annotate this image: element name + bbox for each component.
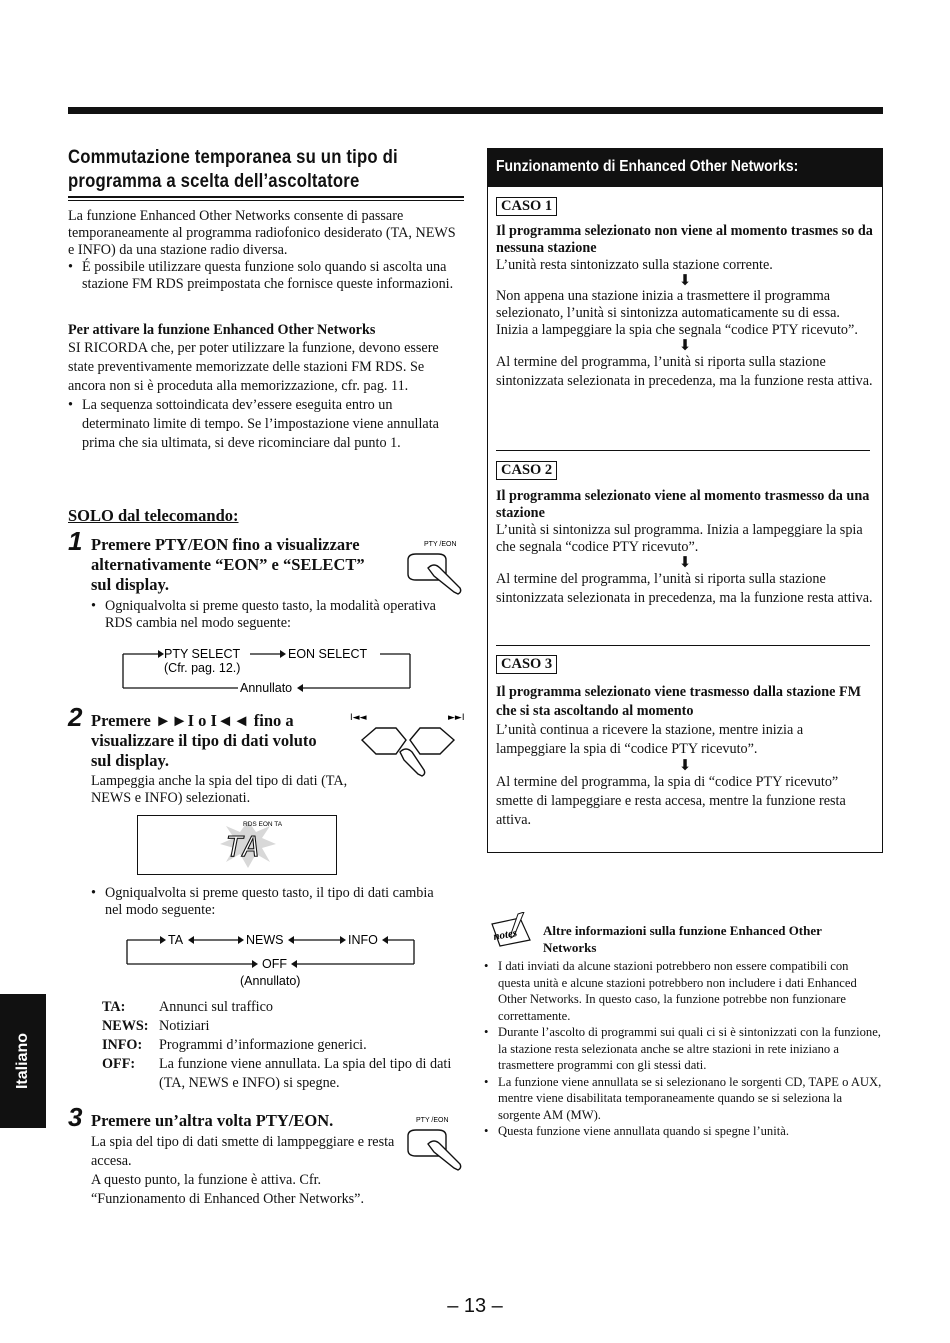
step1-bullet xyxy=(91,598,451,632)
pty-key-label: PTY /EON xyxy=(424,541,457,548)
case-text: L’unità resta sintonizzato sulla stazione corrente. xyxy=(496,257,773,273)
glossary-def: Programmi d’informazione generici. xyxy=(159,1037,367,1053)
case-heading: Il programma selezionato viene al momento trasmesso da una stazione xyxy=(496,488,870,521)
diagram-pty-select: PTY SELECT xyxy=(164,647,241,661)
diagram-eon-select: EON SELECT xyxy=(288,647,368,661)
step1-number: 1 xyxy=(68,526,83,556)
lcd-flash-graphic xyxy=(138,816,336,874)
notes-icon xyxy=(488,912,536,948)
step1-title: Premere PTY/EON fino a visualizzare alternativamente “EON” e “SELECT” sul display. xyxy=(91,535,365,594)
eon-box-title-text: Funzionamento di Enhanced Other Networks: xyxy=(496,158,799,175)
lcd-value: TA xyxy=(226,830,260,863)
step2-number: 2 xyxy=(68,702,83,732)
step2-bullet-text: • Ogniqualvolta si preme questo tasto, il tipo di dati cambia nel modo seguente: xyxy=(91,885,451,919)
step3-text2: A questo punto, la funzione è attiva. Cfr. “Funzionamento di Enhanced Other Networks”. xyxy=(91,1172,365,1207)
case-heading: Il programma selezionato viene trasmesso dalla stazione FM che si sta ascoltando al momento xyxy=(496,684,862,719)
glossary-def: Notiziari xyxy=(159,1018,210,1034)
cycle-info: INFO xyxy=(348,933,378,947)
glossary-row xyxy=(102,1017,462,1036)
lcd-indicator: RDS EON TA xyxy=(243,821,283,828)
solo-heading: SOLO dal telecomando: xyxy=(68,506,239,525)
list-item: • I dati inviati da alcune stazioni potrebbero non essere compatibili con questa unità e alcune stazioni potrebbero non includere i dati Enhanced Other Networks. In questo caso, la funzione potrebbe non funzionare correttamente. xyxy=(484,958,882,1024)
cycle-news: NEWS xyxy=(246,933,284,947)
glossary xyxy=(102,998,462,1093)
cycle-off-note: (Annullato) xyxy=(240,974,301,988)
down-arrow-icon: ⬇ xyxy=(678,758,692,774)
language-tab-label: Italiano xyxy=(14,1032,31,1090)
glossary-term: TA: xyxy=(102,999,126,1015)
pty-eon-key-icon xyxy=(402,538,466,596)
case-label: CASO 2 xyxy=(496,461,557,480)
glossary-term: OFF: xyxy=(102,1056,136,1072)
cycle-off: OFF xyxy=(262,957,287,971)
step3-title: Premere un’altra volta PTY/EON. xyxy=(91,1111,334,1130)
case1 xyxy=(496,197,874,216)
step3-text1: La spia del tipo di dati smette di lamppeggiare e resta accesa. xyxy=(91,1134,395,1169)
rds-mode-diagram xyxy=(118,644,418,694)
step2-text: Lampeggia anche la spia del tipo di dati (TA, NEWS e INFO) selezionati. xyxy=(91,773,348,806)
case3 xyxy=(496,655,874,674)
heading-rule-thin xyxy=(68,200,464,201)
list-item: • Durante l’ascolto di programmi sui quali ci si è sintonizzati con la funzione, la stazione resta selezionata anche se altre stazioni in rete iniziano a trasmettere programmi con gli stessi dati. xyxy=(484,1024,882,1074)
case-heading: Il programma selezionato non viene al momento trasmes so da nessuna stazione xyxy=(496,223,873,256)
case-text: Al termine del programma, la spia di “codice PTY ricevuto” smette di lampeggiare e resta accesa, mentre la funzione resta attiva. xyxy=(496,774,846,828)
case2-body xyxy=(496,488,874,608)
language-tab xyxy=(0,994,46,1128)
case-text: L’unità continua a ricevere la stazione, mentre inizia a lampeggiare la spia di “codice PTY ricevuto”. xyxy=(496,722,804,757)
notes-icon-label: notes xyxy=(492,926,519,943)
intro-block xyxy=(68,208,463,293)
page-number: – 13 – xyxy=(447,1295,503,1317)
glossary-row xyxy=(102,1055,462,1093)
glossary-term: NEWS: xyxy=(102,1018,149,1034)
step1-bullet-text: • Ogniqualvolta si preme questo tasto, la modalità operativa RDS cambia nel modo seguente: xyxy=(91,598,451,632)
lcd-display xyxy=(137,815,337,875)
notes-title: Altre informazioni sulla funzione Enhanced Other Networks xyxy=(543,923,822,955)
case-text: Non appena una stazione inizia a trasmettere il programma selezionato, l’unità si sintonizza automaticamente su di essa. Inizia a lampeggiare la spia che segnala “codice PTY ricevuto”. xyxy=(496,288,858,338)
prev-key-label: I◄◄ xyxy=(350,713,367,723)
intro-bullet: • É possibile utilizzare questa funzione solo quando si ascolta una stazione FM RDS preimpostata che fornisce queste informazioni. xyxy=(68,259,463,293)
glossary-row xyxy=(102,1036,462,1055)
case-divider xyxy=(496,645,870,646)
diagram-cancelled: Annullato xyxy=(240,681,293,694)
intro-text: La funzione Enhanced Other Networks consente di passare temporaneamente al programma radiofonico desiderato (TA, NEWS e INFO) da una stazione radio diversa. xyxy=(68,208,456,258)
list-item: • Questa funzione viene annullata quando si spegne l’unità. xyxy=(484,1123,882,1140)
down-arrow-icon: ⬇ xyxy=(678,273,692,289)
top-rule xyxy=(68,107,883,114)
case-text: L’unità si sintonizza sul programma. Inizia a lampeggiare la spia che segnala “codice PTY ricevuto”. xyxy=(496,522,863,555)
glossary-row xyxy=(102,998,462,1017)
glossary-def: Annunci sul traffico xyxy=(159,999,273,1015)
case1-body xyxy=(496,223,874,391)
down-arrow-icon: ⬇ xyxy=(678,338,692,354)
skip-keys-icon xyxy=(348,710,468,782)
case3-body xyxy=(496,683,874,830)
glossary-term: INFO: xyxy=(102,1037,143,1053)
section-heading: Commutazione temporanea su un tipo di programma a scelta dell’ascoltatore xyxy=(68,147,398,192)
case2 xyxy=(496,461,874,480)
pty-key-label: PTY /EON xyxy=(416,1117,449,1124)
down-arrow-icon: ⬇ xyxy=(678,555,692,571)
diagram-pty-note: (Cfr. pag. 12.) xyxy=(164,661,241,675)
case-label: CASO 1 xyxy=(496,197,557,216)
activate-text: SI RICORDA che, per poter utilizzare la funzione, devono essere state preventivamente memorizzate delle stazioni FM RDS. Se ancora non si è proceduta alla memorizzazione, cfr. pag. 11. xyxy=(68,340,439,394)
data-type-cycle-diagram xyxy=(122,930,422,992)
step3-number: 3 xyxy=(68,1102,83,1132)
glossary-def: La funzione viene annullata. La spia del tipo di dati (TA, NEWS e INFO) si spegne. xyxy=(159,1056,452,1091)
case-text: Al termine del programma, l’unità si riporta sulla stazione sintonizzata selezionata in precedenza, ma la funzione resta attiva. xyxy=(496,354,873,389)
case-divider xyxy=(496,450,870,451)
case-text: Al termine del programma, l’unità si riporta sulla stazione sintonizzata selezionata in precedenza, ma la funzione resta attiva. xyxy=(496,571,873,606)
next-key-label: ►►I xyxy=(448,713,465,723)
step3-text xyxy=(91,1133,401,1209)
list-item: • La funzione viene annullata se si selezionano le sorgenti CD, TAPE o AUX, mentre viene disabilitata temporaneamente quando se si seleziona la sorgente AM (MW). xyxy=(484,1074,882,1124)
step2-bullet xyxy=(91,885,451,919)
activate-block xyxy=(68,322,463,453)
pty-eon-key-icon xyxy=(402,1114,466,1172)
activate-bullet: • La sequenza sottoindicata dev’essere eseguita entro un determinato limite di tempo. Se l’impostazione viene annullata prima che sia ultimata, si deve ricominciare dal punto 1. xyxy=(68,396,463,453)
notes-list xyxy=(484,958,882,1140)
step2-title: Premere ►►I o I◄◄ fino a visualizzare il tipo di dati voluto sul display. xyxy=(91,711,317,770)
heading-rule xyxy=(68,196,464,198)
cycle-ta: TA xyxy=(168,933,184,947)
case-label: CASO 3 xyxy=(496,655,557,674)
eon-box-title xyxy=(487,148,883,186)
activate-heading: Per attivare la funzione Enhanced Other Networks xyxy=(68,322,376,338)
